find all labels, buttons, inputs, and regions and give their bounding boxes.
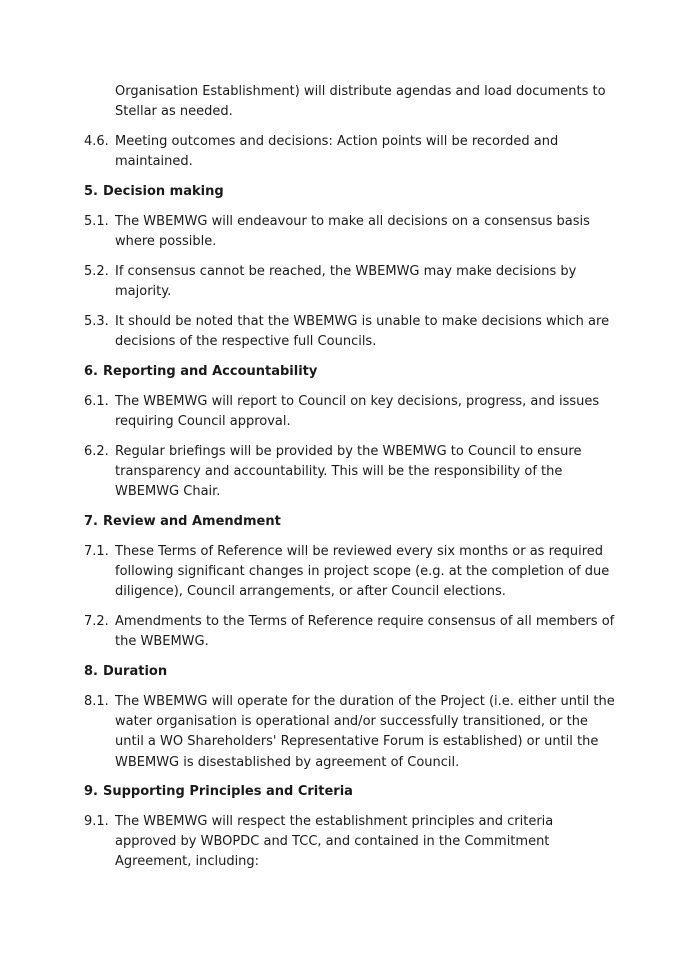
clause-6-2 (84, 442, 624, 503)
section-heading-9 (84, 782, 624, 802)
clause-7-2 (84, 612, 624, 652)
clause-6-1 (84, 392, 624, 432)
section-title: Reporting and Accountability (103, 364, 318, 379)
clause-number: 9.1. (84, 814, 109, 829)
section-number: 6. (84, 364, 98, 379)
clause-text: If consensus cannot be reached, the WBEMWG may make decisions by majority. (115, 264, 577, 300)
clause-text: Regular briefings will be provided by the WBEMWG to Council to ensure transparency and accountability. This will be the responsibility of the WBEMWG Chair. (115, 444, 582, 500)
clause-text: These Terms of Reference will be reviewed every six months or as required following significant changes in project scope (e.g. at the completion of due diligence), Council arrangements, or after Council elections. (115, 544, 610, 600)
clause-number: 5.3. (84, 314, 109, 329)
section-title: Decision making (103, 184, 224, 199)
clause-number: 5.2. (84, 264, 109, 279)
clause-number: 7.1. (84, 544, 109, 559)
clause-number: 6.1. (84, 394, 109, 409)
clause-number: 4.6. (84, 134, 109, 149)
clause-4-6 (84, 132, 624, 172)
clause-text: The WBEMWG will operate for the duration of the Project (i.e. either until the water organisation is operational and/or successfully transitioned, or the until a WO Shareholders' Representative Forum is established) or until the WBEMWG is disestablished by agreement of Council. (115, 694, 615, 770)
section-number: 9. (84, 784, 98, 799)
clause-text: Organisation Establishment) will distribute agendas and load documents to Stellar as needed. (115, 84, 606, 120)
section-number: 5. (84, 184, 98, 199)
section-title: Review and Amendment (103, 514, 281, 529)
clause-7-1 (84, 542, 624, 603)
clause-number: 6.2. (84, 444, 109, 459)
clause-9-1 (84, 812, 624, 873)
section-heading-7 (84, 512, 624, 532)
section-heading-6 (84, 362, 624, 382)
clause-text: Meeting outcomes and decisions: Action points will be recorded and maintained. (115, 134, 559, 170)
clause-5-1 (84, 212, 624, 252)
clause-number: 8.1. (84, 694, 109, 709)
clause-5-3 (84, 312, 624, 352)
paragraph-4-5-continued (84, 82, 624, 122)
section-heading-8 (84, 662, 624, 682)
clause-5-2 (84, 262, 624, 302)
section-number: 8. (84, 664, 98, 679)
clause-text: The WBEMWG will respect the establishment principles and criteria approved by WBOPDC and TCC, and contained in the Commitment Agreement, including: (115, 814, 554, 870)
clause-number: 7.2. (84, 614, 109, 629)
clause-text: The WBEMWG will endeavour to make all decisions on a consensus basis where possible. (115, 214, 590, 250)
clause-text: Amendments to the Terms of Reference require consensus of all members of the WBEMWG. (115, 614, 615, 650)
clause-number: 5.1. (84, 214, 109, 229)
clause-8-1 (84, 692, 624, 773)
section-heading-5 (84, 182, 624, 202)
section-number: 7. (84, 514, 98, 529)
section-title: Duration (103, 664, 168, 679)
clause-text: It should be noted that the WBEMWG is unable to make decisions which are decisions of the respective full Councils. (115, 314, 610, 350)
clause-text: The WBEMWG will report to Council on key decisions, progress, and issues requiring Council approval. (115, 394, 600, 430)
section-title: Supporting Principles and Criteria (103, 784, 353, 799)
